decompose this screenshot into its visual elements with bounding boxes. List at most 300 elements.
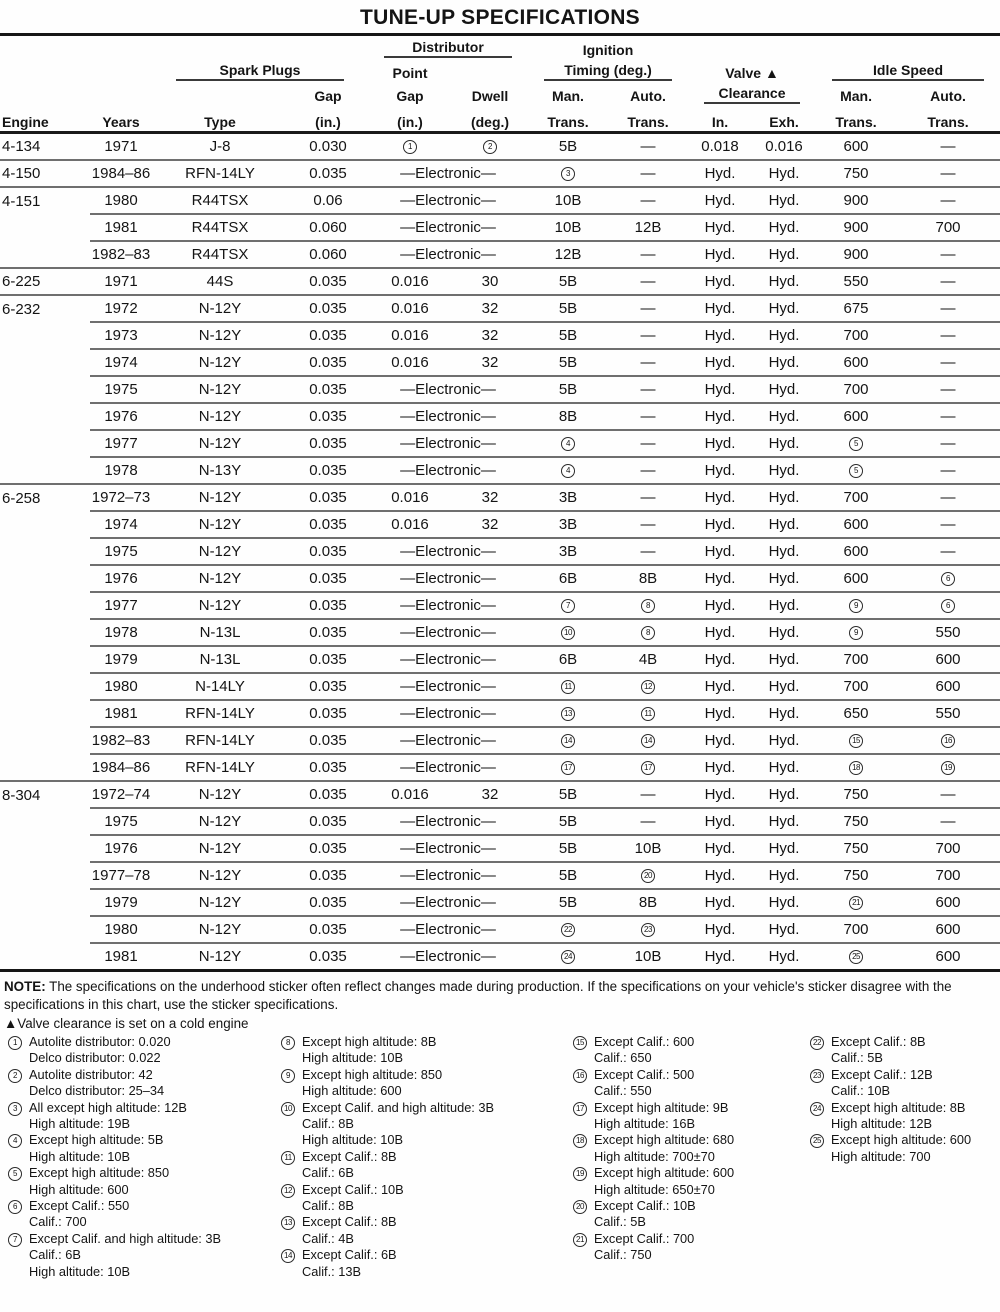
table-header xyxy=(0,35,1000,133)
cell-point-gap xyxy=(368,133,452,161)
footnote xyxy=(281,1182,581,1215)
cell-years: 1979 xyxy=(90,646,152,673)
cell-years: 1979 xyxy=(90,889,152,916)
cell-engine xyxy=(0,700,90,727)
col-head-valve-in: In. xyxy=(688,105,752,133)
cell-point-gap: —Electronic— xyxy=(368,862,528,889)
table-row xyxy=(0,187,1000,214)
cell-idle-man: 600 xyxy=(816,133,896,161)
cell-type: N-12Y xyxy=(152,943,288,971)
cell-idle-man: 700 xyxy=(816,916,896,943)
cell-engine xyxy=(0,673,90,700)
cell-type: RFN-14LY xyxy=(152,727,288,754)
cell-point-gap: —Electronic— xyxy=(368,673,528,700)
cell-timing-auto xyxy=(608,619,688,646)
cell-timing-man: 5B xyxy=(528,835,608,862)
cell-gap: 0.060 xyxy=(288,214,368,241)
cell-point-gap: 0.016 xyxy=(368,268,452,295)
col-group-distributor: Distributor xyxy=(368,35,528,60)
footnote-text: Except Calif.: 8B Calif.: 6B xyxy=(302,1148,397,1181)
cell-point-gap: —Electronic— xyxy=(368,538,528,565)
cell-timing-auto xyxy=(608,916,688,943)
cell-gap: 0.035 xyxy=(288,835,368,862)
cell-valve-exh: Hyd. xyxy=(752,322,816,349)
cell-timing-auto: — xyxy=(608,781,688,808)
cell-years: 1981 xyxy=(90,943,152,971)
cell-idle-man: 600 xyxy=(816,349,896,376)
cell-dwell: 32 xyxy=(452,295,528,322)
cell-idle-man: 750 xyxy=(816,808,896,835)
circled-footnote-ref: 17 xyxy=(641,761,655,775)
table-row xyxy=(0,727,1000,754)
cell-idle-auto xyxy=(896,592,1000,619)
circled-footnote-ref: 9 xyxy=(849,626,863,640)
cell-years: 1981 xyxy=(90,700,152,727)
cell-point-gap: —Electronic— xyxy=(368,376,528,403)
cell-years: 1975 xyxy=(90,376,152,403)
cell-gap: 0.035 xyxy=(288,565,368,592)
table-row xyxy=(0,619,1000,646)
cell-valve-exh: Hyd. xyxy=(752,376,816,403)
footnote xyxy=(8,1067,278,1100)
cell-engine xyxy=(0,727,90,754)
circled-footnote-marker: 11 xyxy=(281,1151,295,1165)
cell-valve-exh: Hyd. xyxy=(752,916,816,943)
table-row xyxy=(0,376,1000,403)
col-head-years: Years xyxy=(90,105,152,133)
cell-idle-man: 750 xyxy=(816,160,896,187)
footnote-text: Except Calif.: 700 Calif.: 750 xyxy=(594,1230,695,1263)
cell-type: R44TSX xyxy=(152,214,288,241)
cell-timing-man: 6B xyxy=(528,565,608,592)
circled-footnote-marker: 2 xyxy=(8,1069,22,1083)
footnote xyxy=(281,1214,581,1247)
cell-years: 1976 xyxy=(90,565,152,592)
cell-timing-man xyxy=(528,673,608,700)
valve-clearance-note: ▲Valve clearance is set on a cold engine xyxy=(4,1016,249,1031)
cell-timing-man: 5B xyxy=(528,808,608,835)
cell-valve-exh: Hyd. xyxy=(752,754,816,781)
table-row xyxy=(0,808,1000,835)
cell-timing-man xyxy=(528,619,608,646)
table-row xyxy=(0,889,1000,916)
cell-timing-auto: — xyxy=(608,187,688,214)
cell-years: 1972 xyxy=(90,295,152,322)
cell-dwell: 32 xyxy=(452,781,528,808)
circled-footnote-marker: 17 xyxy=(573,1102,587,1116)
cell-idle-auto: 600 xyxy=(896,943,1000,971)
cell-timing-auto: — xyxy=(608,538,688,565)
cell-valve-exh: Hyd. xyxy=(752,835,816,862)
circled-footnote-ref: 14 xyxy=(641,734,655,748)
note-paragraph xyxy=(0,972,1000,1014)
cell-valve-exh: Hyd. xyxy=(752,727,816,754)
footnote xyxy=(281,1247,581,1280)
cell-type: RFN-14LY xyxy=(152,160,288,187)
cell-idle-man: 700 xyxy=(816,673,896,700)
cell-point-gap: —Electronic— xyxy=(368,808,528,835)
cell-idle-man xyxy=(816,619,896,646)
cell-idle-auto: — xyxy=(896,268,1000,295)
cell-type: N-12Y xyxy=(152,808,288,835)
cell-valve-in: Hyd. xyxy=(688,565,752,592)
cell-gap: 0.035 xyxy=(288,781,368,808)
cell-engine xyxy=(0,862,90,889)
cell-timing-man: 3B xyxy=(528,484,608,511)
cell-gap: 0.035 xyxy=(288,430,368,457)
cell-dwell: 32 xyxy=(452,349,528,376)
cell-idle-auto: 600 xyxy=(896,646,1000,673)
cell-timing-auto: — xyxy=(608,457,688,484)
col-head-valve-exh: Exh. xyxy=(752,105,816,133)
table-row xyxy=(0,430,1000,457)
cell-type: N-12Y xyxy=(152,349,288,376)
cell-valve-in: Hyd. xyxy=(688,322,752,349)
cell-years: 1972–73 xyxy=(90,484,152,511)
circled-footnote-marker: 10 xyxy=(281,1102,295,1116)
footnote-text: Except high altitude: 600 High altitude: 650±70 xyxy=(594,1165,735,1197)
col-head-type: Type xyxy=(152,105,288,133)
footnote-text: Except Calif.: 8B Calif.: 5B xyxy=(831,1034,926,1066)
cell-valve-in: Hyd. xyxy=(688,187,752,214)
footnote xyxy=(573,1231,798,1264)
col-head-gap: Gap xyxy=(314,87,342,104)
cell-timing-auto: — xyxy=(608,808,688,835)
table-row xyxy=(0,673,1000,700)
cell-type: N-13L xyxy=(152,646,288,673)
circled-footnote-marker: 13 xyxy=(281,1216,295,1230)
cell-valve-in: Hyd. xyxy=(688,619,752,646)
cell-idle-man: 675 xyxy=(816,295,896,322)
footnote-text: Autolite distributor: 0.020 Delco distributor: 0.022 xyxy=(29,1034,171,1066)
cell-valve-in: Hyd. xyxy=(688,862,752,889)
cell-idle-man xyxy=(816,592,896,619)
cell-engine xyxy=(0,754,90,781)
table-row xyxy=(0,241,1000,268)
table-row xyxy=(0,565,1000,592)
cell-point-gap: —Electronic— xyxy=(368,646,528,673)
cell-timing-man: 5B xyxy=(528,295,608,322)
cell-gap: 0.035 xyxy=(288,754,368,781)
cell-valve-exh: Hyd. xyxy=(752,565,816,592)
cell-engine: 4-150 xyxy=(0,160,90,187)
circled-footnote-marker: 5 xyxy=(8,1167,22,1181)
cell-idle-man xyxy=(816,754,896,781)
col-head-idle-auto: Auto. xyxy=(930,87,966,104)
cell-timing-man xyxy=(528,457,608,484)
cell-timing-man: 5B xyxy=(528,889,608,916)
cell-idle-auto xyxy=(896,727,1000,754)
circled-footnote-marker: 8 xyxy=(281,1036,295,1050)
cell-type: N-13Y xyxy=(152,457,288,484)
cell-valve-in: Hyd. xyxy=(688,889,752,916)
cell-idle-man: 900 xyxy=(816,214,896,241)
circled-footnote-ref: 13 xyxy=(561,707,575,721)
cell-valve-exh: 0.016 xyxy=(752,133,816,161)
cell-timing-man xyxy=(528,700,608,727)
cell-idle-auto: — xyxy=(896,430,1000,457)
cell-idle-auto: — xyxy=(896,160,1000,187)
cell-valve-exh: Hyd. xyxy=(752,241,816,268)
cell-timing-auto: 8B xyxy=(608,565,688,592)
cell-type: N-12Y xyxy=(152,295,288,322)
cell-dwell: 32 xyxy=(452,484,528,511)
cell-engine xyxy=(0,376,90,403)
circled-footnote-marker: 25 xyxy=(810,1134,824,1148)
header-row-1 xyxy=(0,35,1000,60)
cell-idle-man xyxy=(816,943,896,971)
cell-engine: 8-304 xyxy=(0,781,90,808)
cell-valve-in: Hyd. xyxy=(688,511,752,538)
table-row xyxy=(0,133,1000,161)
note-text: The specifications on the underhood sticker often reflect changes made during production. If the specifications on your vehicle's sticker disagree with the specifications in this chart, use the sticker specifications. xyxy=(4,979,952,1012)
footnote xyxy=(573,1198,798,1231)
cell-engine: 4-151 xyxy=(0,187,90,214)
cell-valve-in: Hyd. xyxy=(688,268,752,295)
circled-footnote-marker: 9 xyxy=(281,1069,295,1083)
cell-years: 1973 xyxy=(90,322,152,349)
circled-footnote-marker: 18 xyxy=(573,1134,587,1148)
cell-timing-man xyxy=(528,916,608,943)
cell-gap: 0.035 xyxy=(288,916,368,943)
cell-timing-man: 3B xyxy=(528,511,608,538)
cell-idle-man: 750 xyxy=(816,781,896,808)
cell-type: R44TSX xyxy=(152,241,288,268)
cell-idle-man xyxy=(816,457,896,484)
table-row xyxy=(0,349,1000,376)
cell-gap: 0.035 xyxy=(288,403,368,430)
circled-footnote-marker: 21 xyxy=(573,1233,587,1247)
cell-engine xyxy=(0,349,90,376)
cell-point-gap: —Electronic— xyxy=(368,241,528,268)
cell-timing-man: 12B xyxy=(528,241,608,268)
cell-timing-auto: — xyxy=(608,295,688,322)
cell-valve-in: Hyd. xyxy=(688,916,752,943)
cell-point-gap: —Electronic— xyxy=(368,619,528,646)
cell-point-gap: —Electronic— xyxy=(368,430,528,457)
cell-idle-auto: — xyxy=(896,781,1000,808)
cell-years: 1980 xyxy=(90,187,152,214)
circled-footnote-ref: 6 xyxy=(941,572,955,586)
table-row xyxy=(0,484,1000,511)
cell-valve-in: Hyd. xyxy=(688,241,752,268)
cell-timing-auto: — xyxy=(608,376,688,403)
circled-footnote-ref: 24 xyxy=(561,950,575,964)
cell-timing-man xyxy=(528,430,608,457)
cell-engine xyxy=(0,241,90,268)
footnote-text: Except Calif.: 500 Calif.: 550 xyxy=(594,1066,695,1099)
cell-timing-auto: — xyxy=(608,322,688,349)
cell-timing-man: 5B xyxy=(528,376,608,403)
cell-valve-in: Hyd. xyxy=(688,295,752,322)
footnote-text: Except Calif.: 6B Calif.: 13B xyxy=(302,1247,397,1279)
cell-gap: 0.035 xyxy=(288,268,368,295)
table-row xyxy=(0,214,1000,241)
cell-gap: 0.035 xyxy=(288,295,368,322)
footnote xyxy=(8,1165,278,1198)
cell-timing-auto: 8B xyxy=(608,889,688,916)
cell-valve-exh: Hyd. xyxy=(752,646,816,673)
cell-idle-man: 750 xyxy=(816,862,896,889)
cell-valve-exh: Hyd. xyxy=(752,781,816,808)
cell-point-gap: —Electronic— xyxy=(368,565,528,592)
cell-years: 1971 xyxy=(90,133,152,161)
circled-footnote-marker: 20 xyxy=(573,1200,587,1214)
cell-gap: 0.035 xyxy=(288,592,368,619)
cell-idle-man: 600 xyxy=(816,511,896,538)
cell-type: N-12Y xyxy=(152,565,288,592)
cell-idle-man xyxy=(816,430,896,457)
cell-point-gap: 0.016 xyxy=(368,484,452,511)
cell-idle-auto: — xyxy=(896,241,1000,268)
cell-dwell: 32 xyxy=(452,511,528,538)
col-group-clearance: Clearance xyxy=(688,82,816,105)
cell-timing-man: 3B xyxy=(528,538,608,565)
cell-valve-exh: Hyd. xyxy=(752,943,816,971)
cell-idle-auto: — xyxy=(896,808,1000,835)
circled-footnote-ref: 5 xyxy=(849,437,863,451)
cell-idle-auto: 550 xyxy=(896,700,1000,727)
circled-footnote-ref: 6 xyxy=(941,599,955,613)
cell-idle-auto: — xyxy=(896,511,1000,538)
circled-footnote-ref: 18 xyxy=(849,761,863,775)
cell-point-gap: —Electronic— xyxy=(368,214,528,241)
cell-type: N-12Y xyxy=(152,538,288,565)
cell-gap: 0.035 xyxy=(288,538,368,565)
col-group-valve: Valve ▲ xyxy=(725,64,779,81)
circled-footnote-ref: 4 xyxy=(561,437,575,451)
footnote-text: Except Calif.: 8B Calif.: 4B xyxy=(302,1214,397,1246)
cell-type: RFN-14LY xyxy=(152,754,288,781)
circled-footnote-ref: 4 xyxy=(561,464,575,478)
cell-gap: 0.035 xyxy=(288,727,368,754)
circled-footnote-marker: 4 xyxy=(8,1134,22,1148)
cell-years: 1976 xyxy=(90,403,152,430)
cell-idle-auto: — xyxy=(896,484,1000,511)
footnote xyxy=(810,1100,996,1133)
cell-type: N-12Y xyxy=(152,889,288,916)
table-row xyxy=(0,862,1000,889)
cell-idle-auto: 600 xyxy=(896,889,1000,916)
circled-footnote-ref: 8 xyxy=(641,599,655,613)
cell-timing-auto: — xyxy=(608,349,688,376)
cell-valve-in: Hyd. xyxy=(688,781,752,808)
cell-timing-man xyxy=(528,754,608,781)
tune-up-spec-table xyxy=(0,33,1000,972)
cell-gap: 0.060 xyxy=(288,241,368,268)
cell-timing-auto: — xyxy=(608,484,688,511)
col-head-dwell-unit: (deg.) xyxy=(452,105,528,133)
cell-valve-in: Hyd. xyxy=(688,700,752,727)
cell-point-gap: —Electronic— xyxy=(368,916,528,943)
circled-footnote-ref: 8 xyxy=(641,626,655,640)
circled-footnote-marker: 1 xyxy=(8,1036,22,1050)
footnote xyxy=(8,1034,278,1067)
cell-type: N-12Y xyxy=(152,376,288,403)
col-head-trans-4: Trans. xyxy=(896,105,1000,133)
cell-idle-man: 700 xyxy=(816,322,896,349)
cell-engine xyxy=(0,646,90,673)
table-row xyxy=(0,646,1000,673)
cell-idle-auto: — xyxy=(896,403,1000,430)
footnote xyxy=(573,1100,798,1133)
cell-idle-man: 700 xyxy=(816,484,896,511)
cell-valve-exh: Hyd. xyxy=(752,268,816,295)
cell-point-gap: 0.016 xyxy=(368,322,452,349)
circled-footnote-marker: 7 xyxy=(8,1233,22,1247)
footnote xyxy=(8,1198,278,1231)
footnote-column xyxy=(573,1034,798,1264)
cell-engine xyxy=(0,511,90,538)
cell-timing-auto: — xyxy=(608,268,688,295)
cell-type: N-12Y xyxy=(152,322,288,349)
footnote xyxy=(573,1165,798,1198)
footnote-column xyxy=(281,1034,581,1280)
circled-footnote-marker: 15 xyxy=(573,1036,587,1050)
cell-idle-auto: — xyxy=(896,322,1000,349)
cell-years: 1982–83 xyxy=(90,241,152,268)
cell-idle-auto: — xyxy=(896,187,1000,214)
table-row xyxy=(0,592,1000,619)
footnote xyxy=(573,1067,798,1100)
cell-engine xyxy=(0,322,90,349)
cell-point-gap: 0.016 xyxy=(368,295,452,322)
cell-years: 1977 xyxy=(90,430,152,457)
circled-footnote-ref: 11 xyxy=(561,680,575,694)
cell-valve-exh: Hyd. xyxy=(752,862,816,889)
cell-gap: 0.035 xyxy=(288,943,368,971)
footnote-text: Autolite distributor: 42 Delco distributor: 25–34 xyxy=(29,1066,165,1099)
cell-valve-in: 0.018 xyxy=(688,133,752,161)
table-row xyxy=(0,295,1000,322)
cell-timing-man: 6B xyxy=(528,646,608,673)
cell-type: RFN-14LY xyxy=(152,700,288,727)
footnote-text: Except Calif.: 10B Calif.: 5B xyxy=(594,1198,696,1230)
footnote-text: Except Calif. and high altitude: 3B Calif.: 8B High altitude: 10B xyxy=(302,1099,495,1148)
cell-engine xyxy=(0,214,90,241)
cell-valve-exh: Hyd. xyxy=(752,457,816,484)
cell-valve-in: Hyd. xyxy=(688,457,752,484)
circled-footnote-ref: 25 xyxy=(849,950,863,964)
cell-timing-auto xyxy=(608,673,688,700)
cell-idle-man: 550 xyxy=(816,268,896,295)
circled-footnote-marker: 22 xyxy=(810,1036,824,1050)
cell-valve-exh: Hyd. xyxy=(752,403,816,430)
cell-point-gap: —Electronic— xyxy=(368,943,528,971)
cell-engine: 6-225 xyxy=(0,268,90,295)
cell-valve-in: Hyd. xyxy=(688,754,752,781)
cell-idle-man: 900 xyxy=(816,241,896,268)
table-row xyxy=(0,457,1000,484)
cell-gap: 0.035 xyxy=(288,673,368,700)
cell-timing-auto: — xyxy=(608,403,688,430)
table-row xyxy=(0,538,1000,565)
cell-years: 1976 xyxy=(90,835,152,862)
cell-idle-auto: 700 xyxy=(896,862,1000,889)
col-head-gap-unit: (in.) xyxy=(288,105,368,133)
cell-gap: 0.035 xyxy=(288,457,368,484)
cell-idle-man: 700 xyxy=(816,376,896,403)
col-head-engine: Engine xyxy=(0,105,90,133)
footnote-text: Except high altitude: 9B High altitude: 16B xyxy=(594,1099,729,1132)
circled-footnote-marker: 12 xyxy=(281,1184,295,1198)
cell-valve-in: Hyd. xyxy=(688,727,752,754)
circled-footnote-ref: 21 xyxy=(849,896,863,910)
circled-footnote-ref: 15 xyxy=(849,734,863,748)
footnote-text: Except high altitude: 8B High altitude: 10B xyxy=(302,1034,437,1066)
footnote-text: All except high altitude: 12B High altitude: 19B xyxy=(29,1099,187,1132)
note-label: NOTE: xyxy=(4,979,46,994)
